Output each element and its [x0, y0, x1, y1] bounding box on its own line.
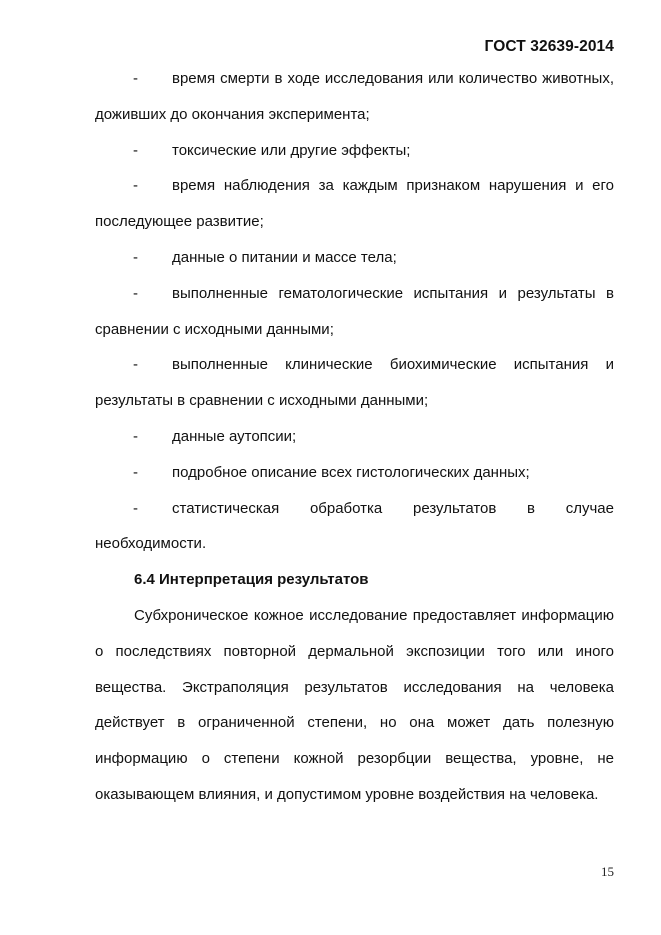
list-item: [95, 168, 614, 240]
list-item: [95, 491, 614, 563]
list-item: [95, 347, 614, 419]
list-item-text: токсические или другие эффекты;: [172, 141, 411, 159]
section-heading: 6.4 Интерпретация результатов: [134, 571, 369, 589]
list-item-text: данные о питании и массе тела;: [172, 248, 397, 266]
list-item: [95, 61, 614, 133]
section-paragraph: Субхроническое кожное исследование предоставляет информацию о последствиях повторной дермальной экспозиции того или иного вещества. Экстраполяция результатов исследования на человека действует в ограниченной степени, но она может дать полезную информацию о степени кожной резорбции вещества, уровне, не оказывающем влияния, и допустимом уровне воздействия на человека.: [95, 606, 614, 803]
document-body: [95, 61, 614, 813]
list-dash: -: [133, 427, 138, 445]
page-number: 15: [601, 864, 614, 879]
list-item-text: время смерти в ходе исследования или количество животных, доживших до окончания эксперимента;: [95, 70, 614, 123]
list-item: [95, 419, 614, 455]
list-dash: -: [133, 177, 138, 195]
list-item-text: данные аутопсии;: [172, 427, 297, 445]
list-item-text: статистическая обработка результатов в случае необходимости.: [95, 499, 614, 553]
list-dash: -: [133, 141, 138, 159]
list-dash: -: [133, 70, 138, 87]
document-code: ГОСТ 32639-2014: [484, 38, 614, 55]
list-dash: -: [133, 284, 138, 302]
list-item-text: выполненные клинические биохимические испытания и результаты в сравнении с исходными данными;: [95, 356, 614, 410]
list-item: [95, 276, 614, 348]
list-dash: -: [133, 356, 138, 374]
list-item: [95, 455, 614, 491]
list-dash: -: [133, 463, 138, 481]
list-item: [95, 240, 614, 276]
list-item: [95, 133, 614, 169]
list-item-text: подробное описание всех гистологических данных;: [172, 463, 530, 481]
list-dash: -: [133, 499, 138, 517]
list-dash: -: [133, 248, 138, 266]
list-item-text: выполненные гематологические испытания и результаты в сравнении с исходными данными;: [95, 284, 614, 338]
list-item-text: время наблюдения за каждым признаком нарушения и его последующее развитие;: [95, 177, 614, 231]
